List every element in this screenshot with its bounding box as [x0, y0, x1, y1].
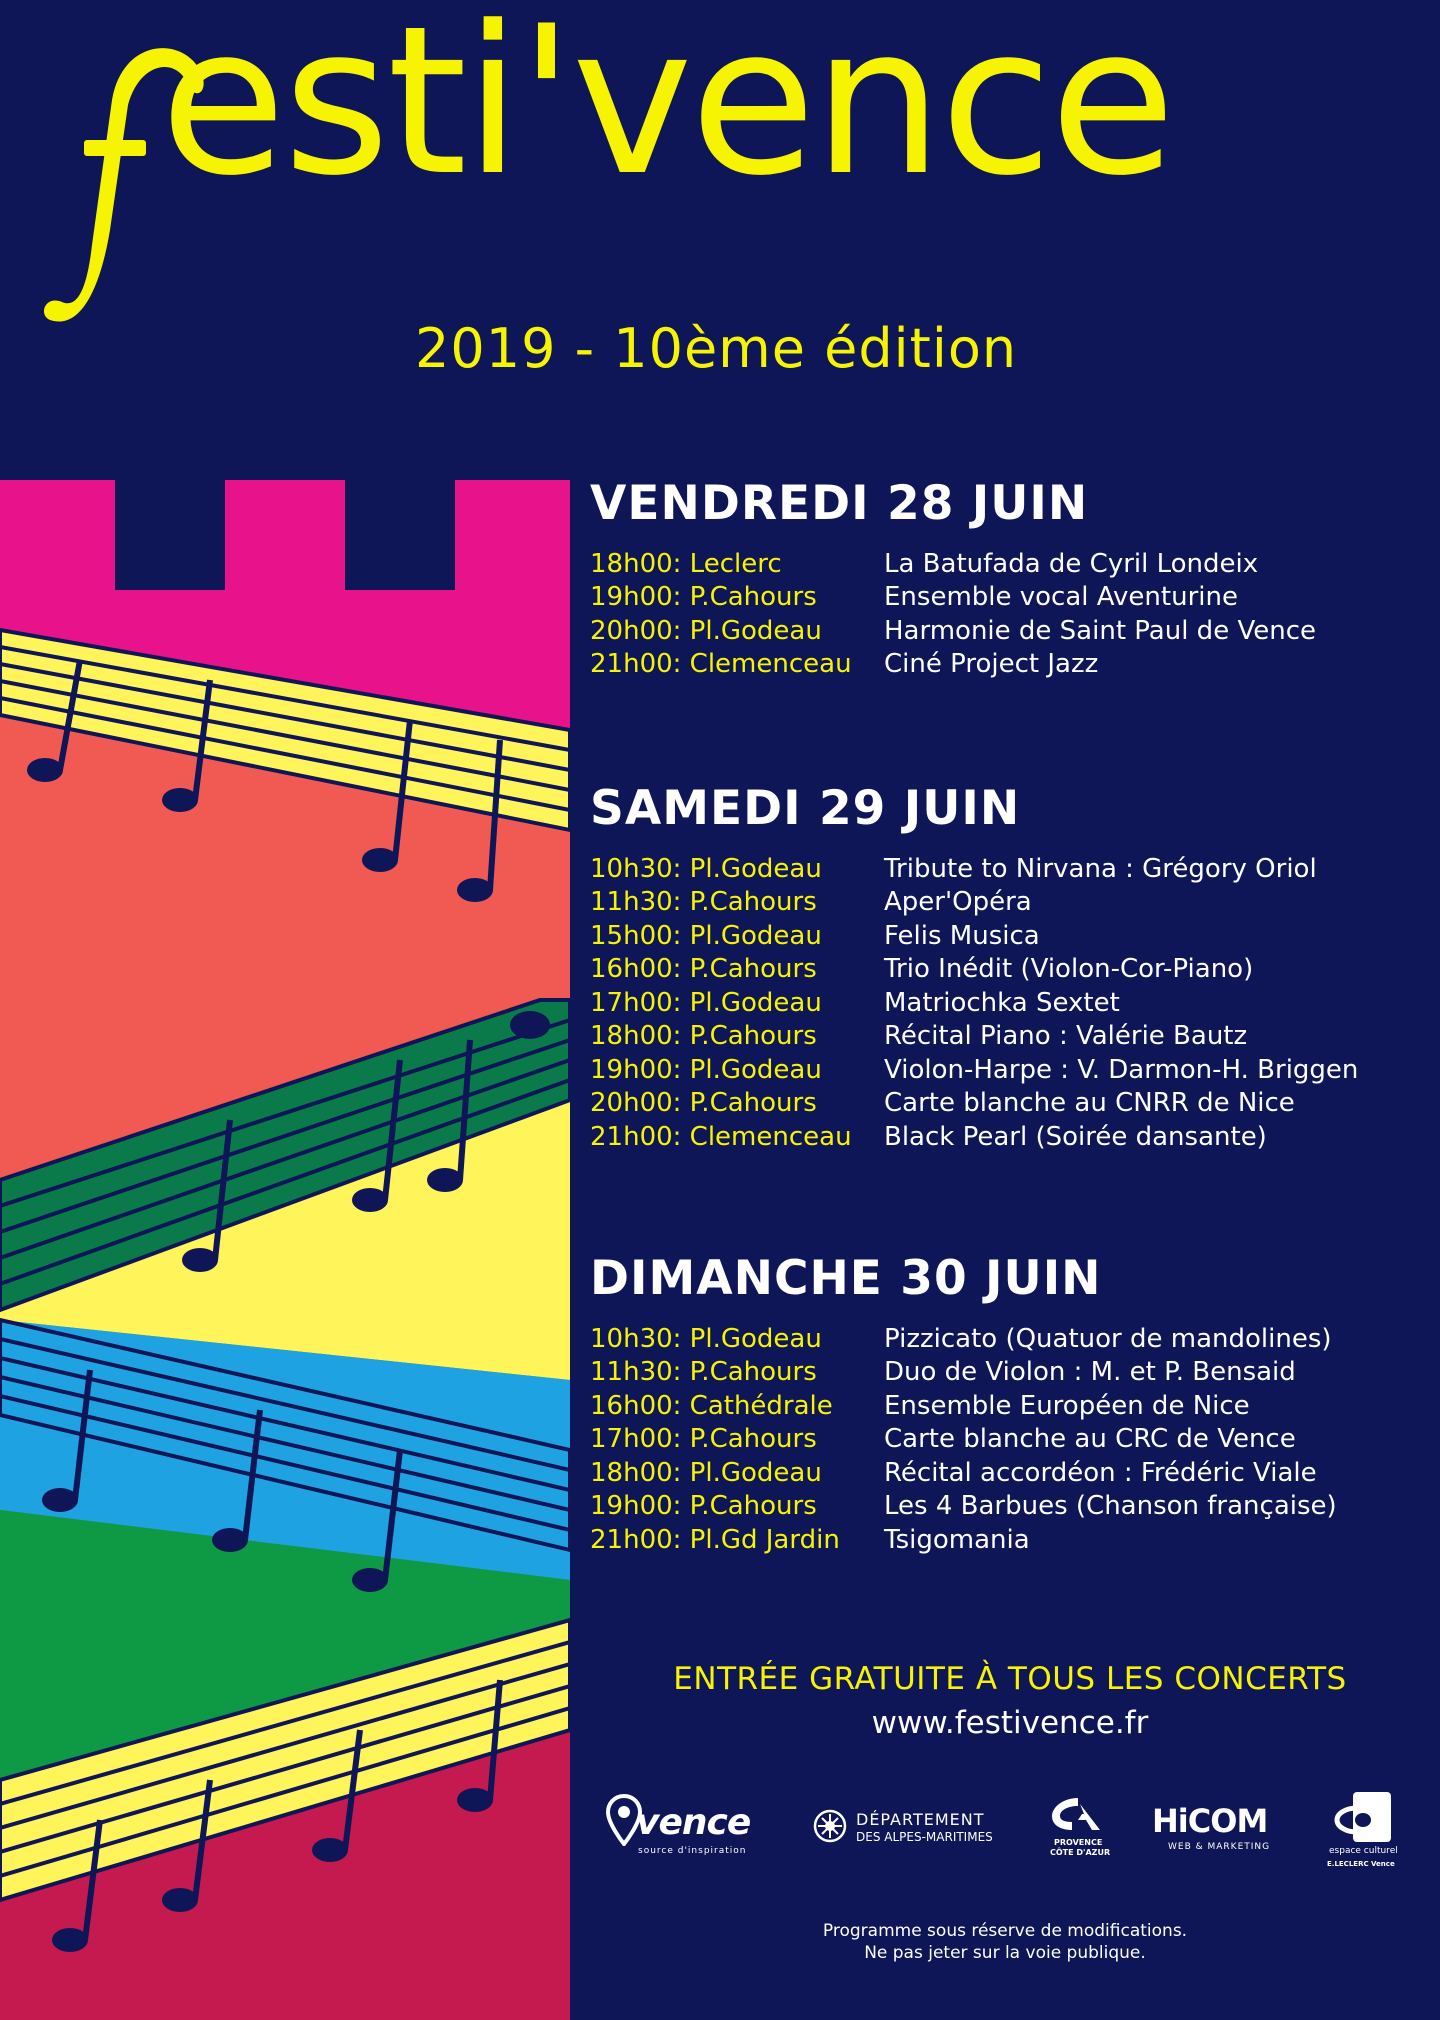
credit-agricole-icon — [1048, 1794, 1108, 1834]
hicom-tagline: WEB & MARKETING — [1168, 1842, 1271, 1852]
day-title: VENDREDI 28 JUIN — [590, 476, 1089, 531]
event-act: Harmonie de Saint Paul de Vence — [884, 615, 1316, 646]
disclaimer — [700, 1920, 1310, 1964]
event-act: Ciné Project Jazz — [884, 649, 1099, 680]
event-row — [590, 648, 1410, 682]
vence-logo — [600, 1790, 775, 1860]
sponsor-logos — [600, 1790, 1410, 1880]
departement-logo — [812, 1804, 1012, 1864]
event-time-venue: 21h00: Clemenceau — [590, 649, 852, 680]
event-row — [590, 1490, 1410, 1524]
event-row — [590, 1389, 1410, 1423]
event-row — [590, 953, 1410, 987]
ca-line1: PROVENCE — [1054, 1838, 1103, 1847]
credit-agricole-logo — [1040, 1790, 1120, 1870]
event-row — [590, 1523, 1410, 1557]
event-row — [590, 852, 1410, 886]
event-row — [590, 919, 1410, 953]
event-act: Récital accordéon : Frédéric Viale — [884, 1457, 1317, 1488]
edition-subtitle: 2019 - 10ème édition — [415, 317, 1018, 380]
event-row — [590, 886, 1410, 920]
departement-line2: DES ALPES-MARITIMES — [856, 1830, 993, 1844]
disclaimer-line1: Programme sous réserve de modifications. — [822, 1921, 1188, 1941]
event-act: Trio Inédit (Violon-Cor-Piano) — [884, 954, 1254, 985]
event-act: Matriochka Sextet — [884, 987, 1120, 1018]
day-block-sunday — [590, 1251, 1410, 1557]
event-time-venue: 19h00: P.Cahours — [590, 1491, 817, 1522]
event-act: Tribute to Nirvana : Grégory Oriol — [884, 853, 1317, 884]
event-time-venue: 16h00: P.Cahours — [590, 954, 817, 985]
event-time-venue: 17h00: Pl.Godeau — [590, 987, 822, 1018]
vence-tagline: source d'inspiration — [638, 1846, 747, 1856]
vence-wordmark: vence — [636, 1802, 751, 1843]
event-time-venue: 11h30: P.Cahours — [590, 887, 817, 918]
event-act: Tsigomania — [884, 1524, 1030, 1555]
day-block-friday — [590, 476, 1410, 681]
event-act: Pizzicato (Quatuor de mandolines) — [884, 1323, 1332, 1354]
event-time-venue: 10h30: Pl.Godeau — [590, 853, 822, 884]
website-link[interactable]: www.festivence.fr — [871, 1705, 1149, 1741]
event-row — [590, 581, 1410, 615]
hicom-logo — [1152, 1802, 1282, 1862]
event-row — [590, 1423, 1410, 1457]
ca-line2: CÔTE D'AZUR — [1050, 1848, 1111, 1857]
espace-culturel-tagline: E.LECLERC Vence — [1327, 1860, 1395, 1868]
departement-emblem-icon — [812, 1808, 848, 1844]
departement-line1: DÉPARTEMENT — [856, 1810, 985, 1829]
event-row — [590, 1087, 1410, 1121]
event-act: Duo de Violon : M. et P. Bensaid — [884, 1357, 1296, 1388]
event-time-venue: 17h00: P.Cahours — [590, 1424, 817, 1455]
espace-culturel-logo — [1325, 1790, 1410, 1880]
event-time-venue: 18h00: P.Cahours — [590, 1021, 817, 1052]
event-act: Aper'Opéra — [884, 887, 1032, 918]
event-act: Les 4 Barbues (Chanson française) — [884, 1491, 1337, 1522]
event-row — [590, 1322, 1410, 1356]
event-act: La Batufada de Cyril Londeix — [884, 548, 1259, 579]
festival-logo — [40, 0, 1400, 370]
event-time-venue: 18h00: Pl.Godeau — [590, 1457, 822, 1488]
event-row — [590, 1120, 1410, 1154]
event-row — [590, 1456, 1410, 1490]
event-time-venue: 20h00: Pl.Godeau — [590, 615, 822, 646]
event-act: Carte blanche au CNRR de Nice — [884, 1088, 1295, 1119]
event-act: Récital Piano : Valérie Bautz — [884, 1021, 1248, 1052]
event-time-venue: 16h00: Cathédrale — [590, 1390, 833, 1421]
day-block-saturday — [590, 781, 1410, 1154]
event-act: Felis Musica — [884, 920, 1040, 951]
espace-culturel-name: espace culturel — [1329, 1846, 1398, 1856]
event-row — [590, 986, 1410, 1020]
event-row — [590, 1053, 1410, 1087]
free-entry-banner: ENTRÉE GRATUITE À TOUS LES CONCERTS — [673, 1661, 1347, 1697]
event-act: Carte blanche au CRC de Vence — [884, 1424, 1296, 1455]
espace-culturel-icon — [1333, 1790, 1395, 1844]
hicom-wordmark: HiCOM — [1152, 1802, 1268, 1840]
event-act: Ensemble Européen de Nice — [884, 1390, 1250, 1421]
event-time-venue: 19h00: P.Cahours — [590, 582, 817, 613]
event-row — [590, 1356, 1410, 1390]
music-tower-artwork — [0, 480, 570, 2020]
event-time-venue: 19h00: Pl.Godeau — [590, 1054, 822, 1085]
event-time-venue: 21h00: Clemenceau — [590, 1121, 852, 1152]
event-act: Black Pearl (Soirée dansante) — [884, 1121, 1267, 1152]
event-time-venue: 15h00: Pl.Godeau — [590, 920, 822, 951]
disclaimer-line2: Ne pas jeter sur la voie publique. — [864, 1943, 1146, 1963]
event-row — [590, 1020, 1410, 1054]
festival-title: esti'vence — [160, 0, 1173, 221]
event-act: Ensemble vocal Aventurine — [884, 582, 1238, 613]
event-row — [590, 547, 1410, 581]
event-time-venue: 18h00: Leclerc — [590, 548, 782, 579]
event-time-venue: 20h00: P.Cahours — [590, 1088, 817, 1119]
event-row — [590, 614, 1410, 648]
day-title: SAMEDI 29 JUIN — [590, 781, 1021, 836]
event-act: Violon-Harpe : V. Darmon-H. Briggen — [884, 1054, 1359, 1085]
event-time-venue: 21h00: Pl.Gd Jardin — [590, 1524, 840, 1555]
day-title: DIMANCHE 30 JUIN — [590, 1251, 1102, 1306]
event-time-venue: 11h30: P.Cahours — [590, 1357, 817, 1388]
event-time-venue: 10h30: Pl.Godeau — [590, 1323, 822, 1354]
